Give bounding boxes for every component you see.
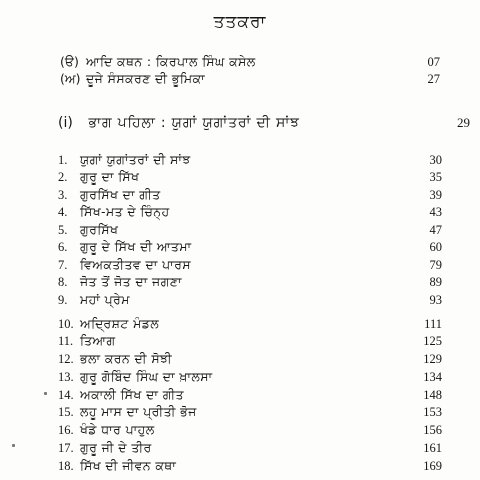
entry-title: ਗੁਰੂ ਜੀ ਦੇ ਤੀਰ [79,440,152,455]
entry-number: 12. [58,352,74,366]
toc-entry-chapter-16 [58,421,442,439]
toc-entry-chapter-13 [58,368,442,386]
entry-page: 125 [423,334,442,348]
toc-entry-chapter-12 [58,350,442,368]
part-title: ਭਾਗ ਪਹਿਲਾ : ਯੁਗਾਂ ਯੁਗਾਂਤਰਾਂ ਦੀ ਸਾਂਝ [88,115,300,131]
entry-page: 60 [429,240,442,254]
entry-page: 169 [423,459,442,473]
toc-entry-chapter-5 [58,221,442,239]
entry-number: 1. [58,153,68,167]
toc-entry-chapter-3 [58,186,442,204]
entry-title: ਮਹਾਂ ਪ੍ਰੇਮ [79,292,130,307]
entry-page: 27 [427,72,440,86]
toc-entry-preface-2 [60,70,440,88]
toc-entry-chapter-18 [58,457,442,475]
entry-number: 13. [58,370,74,384]
entry-page: 153 [423,405,442,419]
entry-number: 2. [58,170,68,184]
toc-entry-chapter-15 [58,403,442,421]
entry-number: 9. [58,293,68,307]
entry-title: ਅਦ੍ਰਿਸ਼ਟ ਮੰਡਲ [79,316,160,331]
entry-page: 89 [429,275,442,289]
entry-title: ਸਿੱਖ-ਮਤ ਦੇ ਚਿੰਨ੍ਹ [79,204,170,219]
entry-page: 39 [429,188,442,202]
entry-title: ਲਹੂ ਮਾਸ ਦਾ ਪ੍ਰੀਤੀ ਭੋਜ [79,404,197,419]
entry-title: ਗੁਰੂ ਦੇ ਸਿੱਖ ਦੀ ਆਤਮਾ [79,239,192,254]
entry-page: 129 [423,352,442,366]
entry-page: 47 [429,223,442,237]
entry-title: ਗੁਰਸਿੱਖ [79,222,119,237]
entry-page: 93 [429,293,442,307]
toc-entry-chapter-4 [58,203,442,221]
entry-title: ਗੁਰੂ ਦਾ ਸਿੱਖ [79,169,140,184]
toc-entry-chapter-6 [58,238,442,256]
entry-title: ਖੰਡੇ ਧਾਰ ਪਾਹੁਲ [79,422,155,437]
entry-number: 6. [58,240,68,254]
part-marker: (i) [58,115,73,131]
toc-part-heading [58,114,470,132]
toc-entry-chapter-2 [58,168,442,186]
toc-entry-chapter-17 [58,439,442,457]
entry-title: ਸਿੱਖ ਦੀ ਜੀਵਨ ਕਥਾ [79,458,177,473]
toc-entry-chapter-8 [58,273,442,291]
entry-title: ਗੁਰੂ ਗੋਬਿੰਦ ਸਿੰਘ ਦਾ ਖ਼ਾਲਸਾ [79,369,213,384]
toc-entry-chapter-10 [58,315,442,333]
toc-entry-chapter-14 [58,386,442,404]
entry-title: ਜੋਤ ਤੋਂ ਜੋਤ ਦਾ ਜਗਣਾ [79,274,182,289]
entry-page: 43 [429,205,442,219]
entry-page: 07 [427,55,440,69]
entry-title: ਦੂਜੇ ਸੰਸਕਰਣ ਦੀ ਭੂਮਿਕਾ [85,71,206,86]
toc-entry-chapter-11 [58,332,442,350]
entry-page: 30 [429,153,442,167]
entry-title: ਆਦਿ ਕਥਨ : ਕਿਰਪਾਲ ਸਿੰਘ ਕਸੇਲ [85,54,256,69]
entry-page: 111 [424,317,442,331]
entry-number: 16. [58,423,74,437]
entry-title: ਯੁਗਾਂ ਯੁਗਾਂਤਰਾਂ ਦੀ ਸਾਂਝ [79,152,191,167]
entry-number: 7. [58,258,68,272]
toc-entry-chapter-9 [58,291,442,309]
entry-page: 156 [423,423,442,437]
entry-number: 14. [58,388,74,402]
entry-number: 5. [58,223,68,237]
entry-title: ਅਕਾਲੀ ਸਿੱਖ ਦਾ ਗੀਤ [79,387,184,402]
entry-title: ਵਿਅਕਤੀਤਵ ਦਾ ਪਾਰਸ [79,257,192,272]
entry-marker: (ਅ) [60,71,81,86]
entry-title: ਤਿਆਗ [79,333,116,348]
entry-page: 79 [429,258,442,272]
scan-speck [44,392,47,395]
entry-number: 11. [58,334,74,348]
entry-number: 17. [58,441,74,455]
entry-number: 8. [58,275,68,289]
entry-number: 4. [58,205,68,219]
part-page: 29 [457,115,470,130]
entry-number: 3. [58,188,68,202]
entry-number: 15. [58,405,74,419]
entry-number: 18. [58,459,74,473]
toc-entry-chapter-1 [58,151,442,169]
entry-page: 35 [429,170,442,184]
entry-page: 148 [423,388,442,402]
page-title: ਤਤਕਰਾ [213,12,267,32]
toc-entry-preface-1 [60,53,440,71]
entry-marker: (ੳ) [60,54,79,69]
entry-title: ਗੁਰਸਿੱਖ ਦਾ ਗੀਤ [79,187,161,202]
entry-page: 161 [423,441,442,455]
toc-entry-chapter-7 [58,256,442,274]
entry-page: 134 [423,370,442,384]
entry-title: ਭਲਾ ਕਰਨ ਦੀ ਸੋਝੀ [79,351,173,366]
scan-speck [12,444,15,447]
entry-number: 10. [58,317,74,331]
